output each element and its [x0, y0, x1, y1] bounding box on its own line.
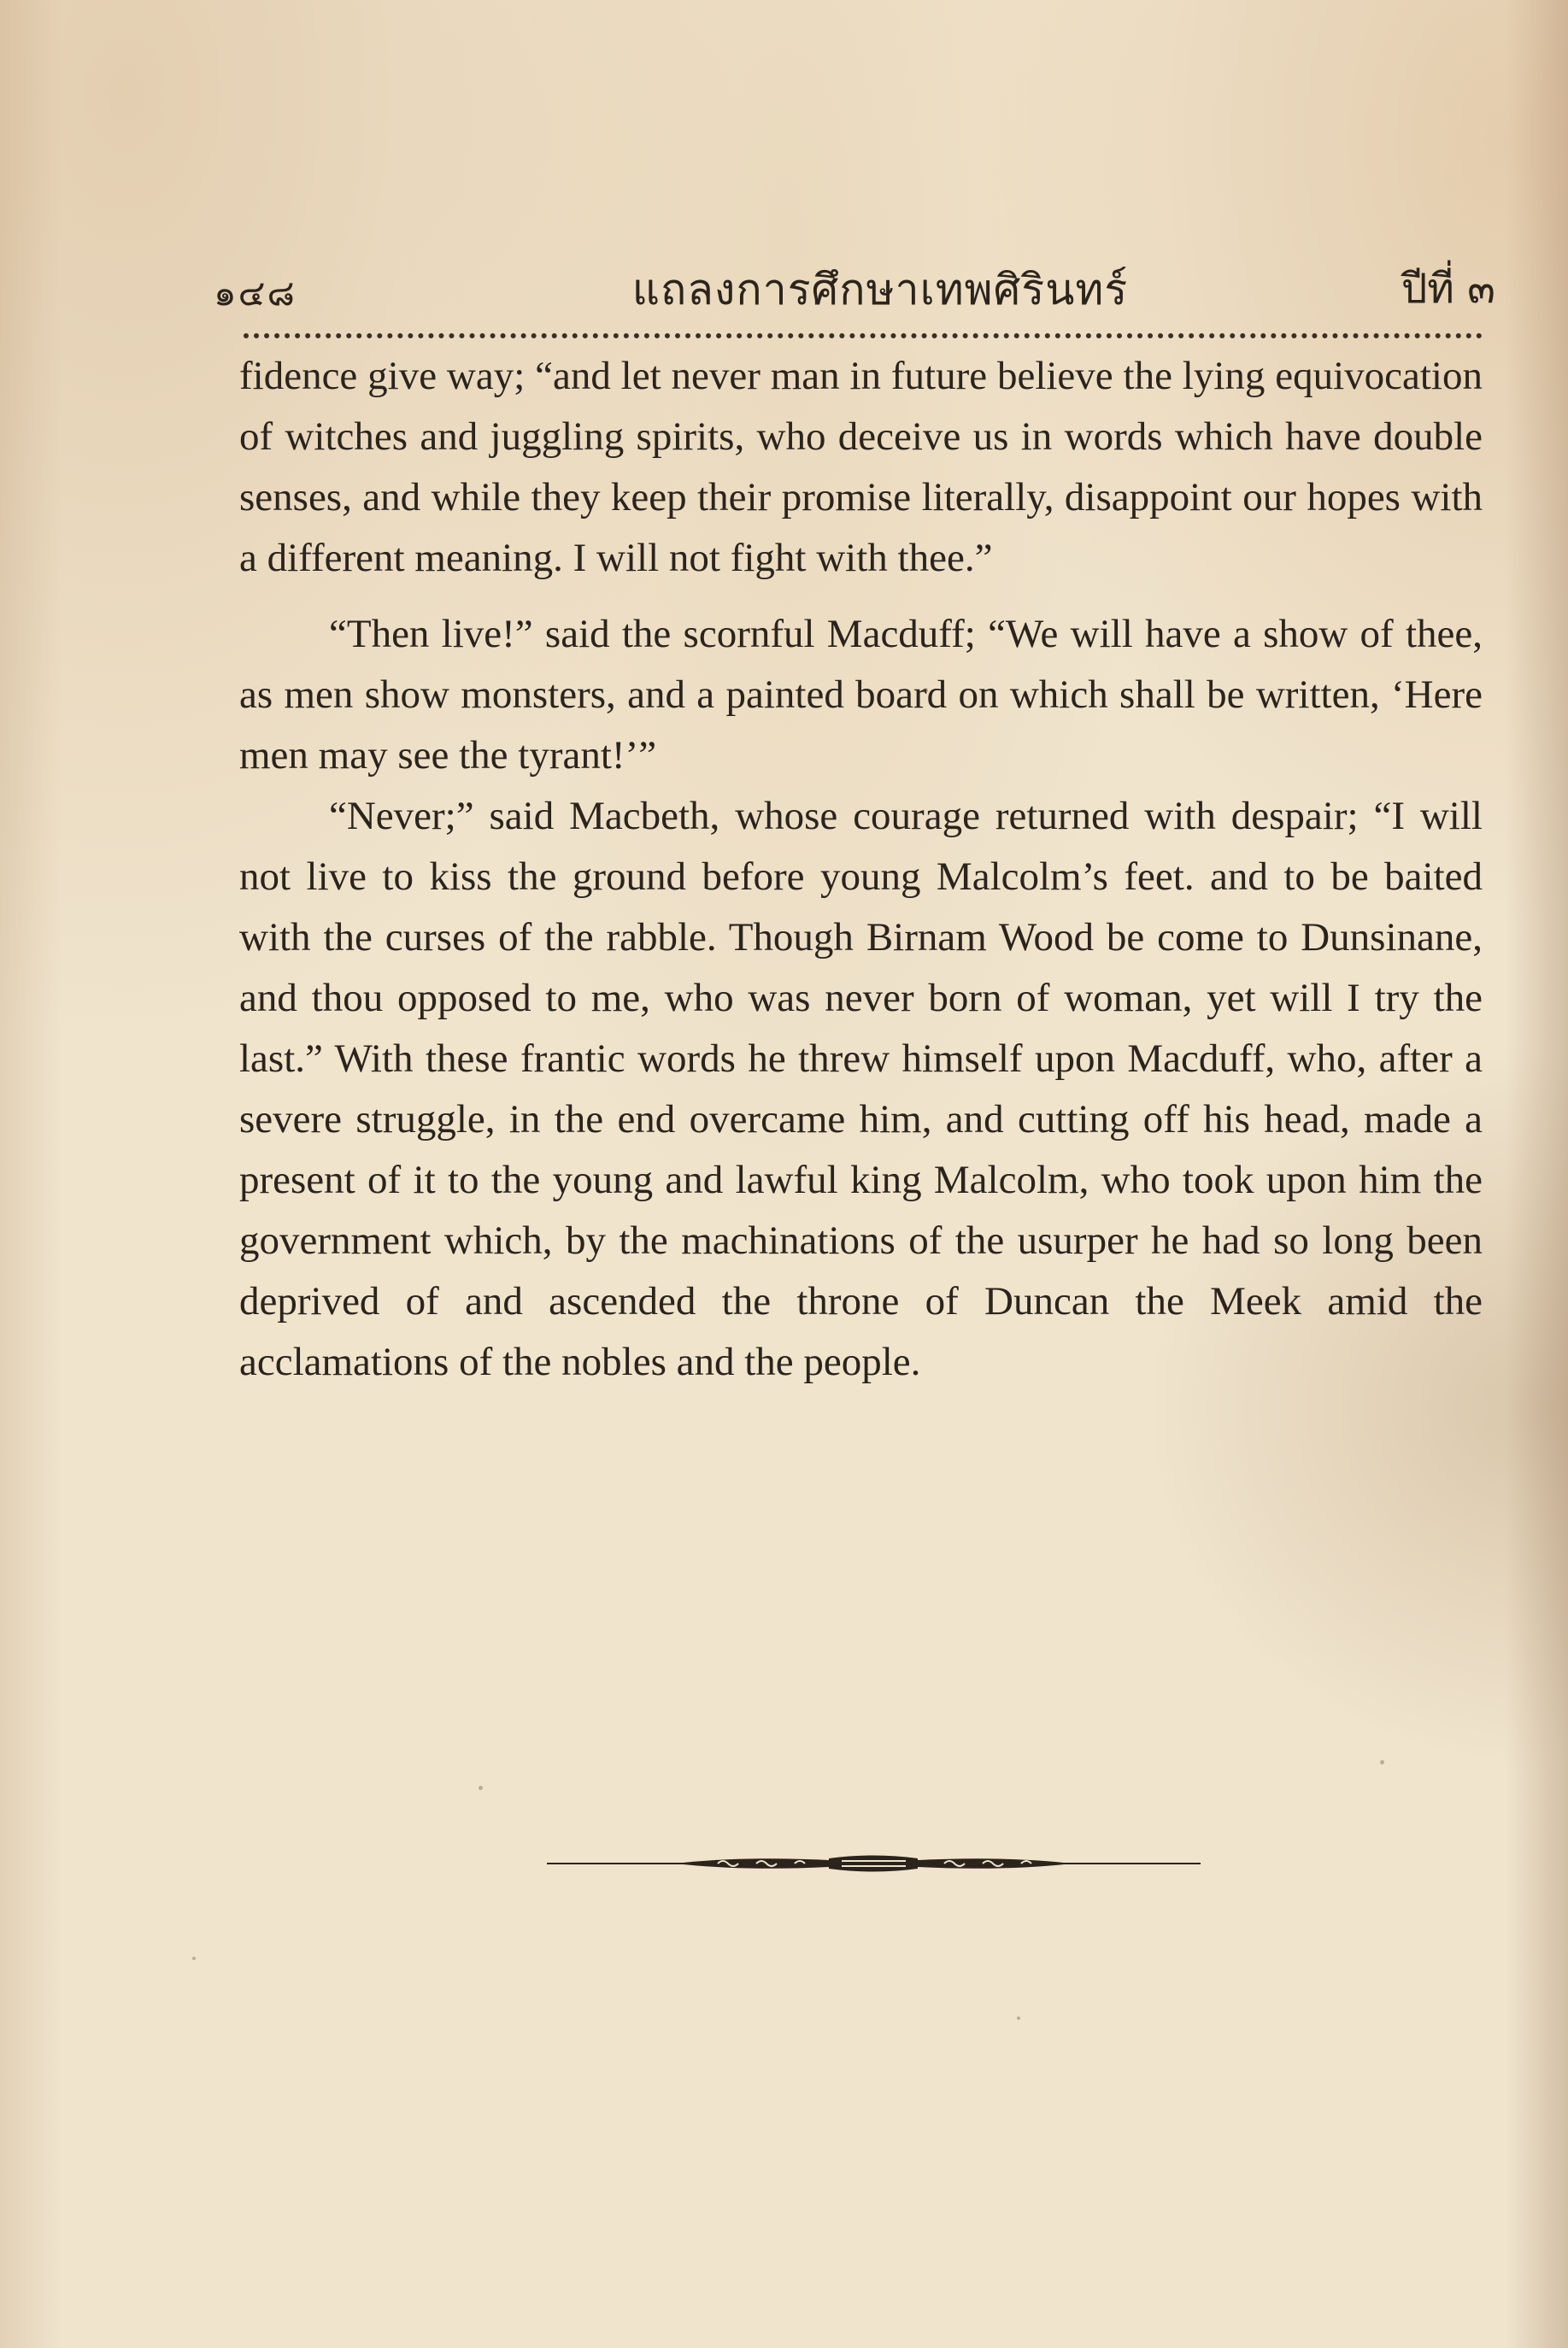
page-number: ๑๔๘: [214, 272, 297, 314]
paragraph-2: “Then live!” said the scornful Macduff; “We will have a show of thee, as men show monsters, and a painted board on which shall be written, ‘Here men may see the tyrant!’”: [239, 612, 1483, 778]
paper-speck: [192, 1957, 196, 1960]
paper-speck: [1017, 2016, 1020, 2020]
paper-speck: [923, 688, 928, 693]
paragraph-1: fidence give way; “and let never man in future believe the lying equivocation of witches and juggling spirits, who deceive us in words which have double senses, and while they keep their promise literally, disappoint our hopes with a different meaning. I will not fight with thee.”: [239, 354, 1483, 580]
header-dotted-rule: [244, 333, 1483, 338]
body-text: [239, 346, 1483, 1393]
page-header: [214, 256, 1495, 321]
running-title: แถลงการศึกษาเทพศิรินทร์: [631, 265, 1129, 314]
volume-label: ปีที่ ๓: [1401, 265, 1495, 313]
paper-speck: [479, 1786, 483, 1790]
end-ornament-divider: [547, 1851, 1201, 1876]
paper-speck: [1380, 1760, 1384, 1764]
paragraph-3: “Never;” said Macbeth, whose courage returned with despair; “I will not live to kiss the ground before young Malcolm’s feet. and to be baited with the curses of the rabble. Though Birnam Wood be come to Dunsinane, and thou opposed to me, who was never born of woman, yet will I try the last.” With these frantic words he threw himself upon Macduff, who, after a severe struggle, in the end overcame him, and cutting off his head, made a present of it to the young and lawful king Malcolm, who took upon him the government which, by the machinations of the usurper he had so long been deprived of and ascended the throne of Duncan the Meek amid the acclamations of the nobles and the people.: [239, 794, 1483, 1384]
